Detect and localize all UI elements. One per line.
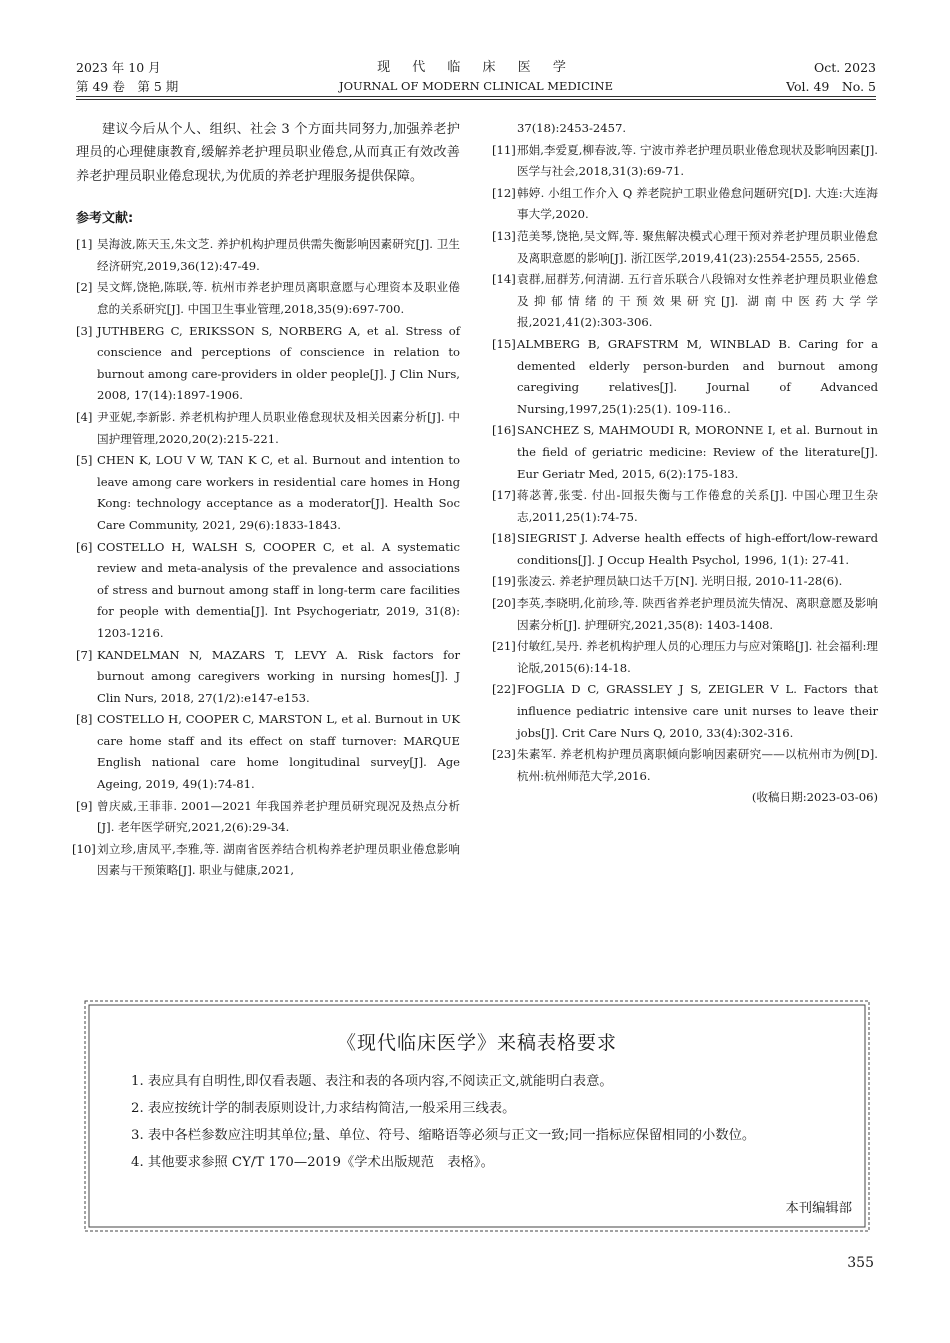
header-date-en: Oct. 2023 xyxy=(813,60,876,75)
reference-continuation: 37(18):2453-2457. xyxy=(517,121,627,135)
reference-item: [17] 蒋苾菁,张雯. 付出-回报失衡与工作倦怠的关系[J]. 中国心理卫生杂志,2011,25(1):74-75. xyxy=(492,488,878,524)
right-column xyxy=(492,118,878,809)
notice-box xyxy=(82,998,872,1234)
notice-signature: 本刊编辑部 xyxy=(785,1201,852,1216)
left-column xyxy=(72,118,460,882)
notice-item: 4. 其他要求参照 CY/T 170—2019《学术出版规范 表格》。 xyxy=(131,1155,494,1170)
notice-title: 《现代临床医学》来稿表格要求 xyxy=(336,1032,617,1054)
reference-item: [6] COSTELLO H, WALSH S, COOPER C, et al. A systematic review and meta-analysis of the prevalence and associations of stress and burnout among staff in long-term care facilities for people with dementia[J]. Int Psychogeriatr, 2019, 31(8): 1203-1216. xyxy=(76,539,460,640)
reference-item: [23] 朱素军. 养老机构护理员离职倾向影响因素研究——以杭州市为例[D]. 杭州:杭州师范大学,2016. xyxy=(492,747,878,783)
body-paragraph: 建议今后从个人、组织、社会 3 个方面共同努力,加强养老护理员的心理健康教育,缓解养老护理员职业倦怠,从而真正有效改善养老护理员职业倦怠现状,为优质的养老护理服务提供保障。 xyxy=(76,122,460,184)
notice-item: 2. 表应按统计学的制表原则设计,力求结构简洁,一般采用三线表。 xyxy=(131,1101,516,1116)
reference-item: [18] SIEGRIST J. Adverse health effects of high-effort/low-reward conditions[J]. J Occup Health Psychol, 1996, 1(1): 27-41. xyxy=(492,531,878,567)
received-date: (收稿日期:2023-03-06) xyxy=(751,790,878,805)
journal-title-cn: 现 代 临 床 医 学 xyxy=(377,60,575,75)
reference-item: [1] 吴海波,陈天玉,朱文芝. 养护机构护理员供需失衡影响因素研究[J]. 卫生经济研究,2019,36(12):47-49. xyxy=(76,237,460,273)
reference-item: [16] SANCHEZ S, MAHMOUDI R, MORONNE I, et al. Burnout in the field of geriatric medicine: Review of the literature[J]. Eur Geriatr Med, 2015, 6(2):175-183. xyxy=(492,423,878,481)
header-date-cn: 2023 年 10 月 xyxy=(76,60,161,75)
reference-item: [21] 付敏红,吴丹. 养老机构护理人员的心理压力与应对策略[J]. 社会福利:理论版,2015(6):14-18. xyxy=(492,639,878,675)
journal-title-en: JOURNAL OF MODERN CLINICAL MEDICINE xyxy=(338,79,614,93)
reference-item: [19] 张凌云. 养老护理员缺口达千万[N]. 光明日报, 2010-11-28(6). xyxy=(492,574,843,589)
reference-item: [3] JUTHBERG C, ERIKSSON S, NORBERG A, et al. Stress of conscience and perceptions of conscience in relation to burnout among care-providers in older people[J]. J Clin Nurs, 2008, 17(14):1897-1906. xyxy=(76,323,460,403)
header-right xyxy=(786,58,876,96)
header-issue-en: Vol. 49 No. 5 xyxy=(786,79,876,94)
notice-item: 3. 表中各栏参数应注明其单位;量、单位、符号、缩略语等必须与正文一致;同一指标应保留相同的小数位。 xyxy=(131,1128,756,1143)
reference-item: [15] ALMBERG B, GRAFSTRM M, WINBLAD B. Caring for a demented elderly person-burden and burnout among caregiving relatives[J]. Journal of Advanced Nursing,1997,25(1):25(1). 109-116.. xyxy=(492,336,878,416)
page-number: 355 xyxy=(847,1255,874,1271)
notice-item: 1. 表应具有自明性,即仅看表题、表注和表的各项内容,不阅读正文,就能明白表意。 xyxy=(131,1074,613,1089)
references-heading: 参考文献: xyxy=(76,211,134,227)
reference-item: [10] 刘立珍,唐凤平,李雅,等. 湖南省医养结合机构养老护理员职业倦怠影响因素与干预策略[J]. 职业与健康,2021, xyxy=(72,841,460,878)
reference-item: [4] 尹亚妮,李新影. 养老机构护理人员职业倦怠现状及相关因素分析[J]. 中国护理管理,2020,20(2):215-221. xyxy=(76,409,460,446)
reference-item: [9] 曾庆威,王菲菲. 2001—2021 年我国养老护理员研究现况及热点分析[J]. 老年医学研究,2021,2(6):29-34. xyxy=(76,798,460,835)
reference-item: [20] 李英,李晓明,化前珍,等. 陕西省养老护理员流失情况、离职意愿及影响因素分析[J]. 护理研究,2021,35(8): 1403-1408. xyxy=(492,596,878,632)
reference-item: [12] 韩婷. 小组工作介入 Q 养老院护工职业倦怠问题研究[D]. 大连:大连海事大学,2020. xyxy=(492,185,878,222)
reference-item: [13] 范美琴,饶艳,吴文辉,等. 聚焦解决模式心理干预对养老护理员职业倦怠及离职意愿的影响[J]. 浙江医学,2019,41(23):2554-2555, 2565. xyxy=(492,228,878,265)
header-center xyxy=(76,58,876,96)
reference-item: [8] COSTELLO H, COOPER C, MARSTON L, et al. Burnout in UK care home staff and its effect on staff turnover: MARQUE English national care home longitudinal survey[J]. Age Ageing, 2019, 49(1):74-81. xyxy=(76,712,460,792)
reference-item: [11] 邢娟,李爱夏,柳春波,等. 宁波市养老护理员职业倦怠现状及影响因素[J]. 医学与社会,2018,31(3):69-71. xyxy=(492,142,878,179)
reference-item: [22] FOGLIA D C, GRASSLEY J S, ZEIGLER V L. Factors that influence pediatric intensive care unit nurses to leave their jobs[J]. Crit Care Nurs Q, 2010, 33(4):302-316. xyxy=(492,682,878,740)
header-rule-2 xyxy=(76,99,876,100)
reference-item: [2] 吴文辉,饶艳,陈联,等. 杭州市养老护理员离职意愿与心理资本及职业倦怠的关系研究[J]. 中国卫生事业管理,2018,35(9):697-700. xyxy=(76,280,460,316)
reference-item: [5] CHEN K, LOU V W, TAN K C, et al. Burnout and intention to leave among care workers in residential care homes in Hong Kong: technology acceptance as a moderator[J]. Health Soc Care Community, 2021, 29(6):1833-1843. xyxy=(76,453,460,532)
notice-items xyxy=(98,1068,858,1176)
reference-item: [7] KANDELMAN N, MAZARS T, LEVY A. Risk factors for burnout among caregivers working in nursing homes[J]. J Clin Nurs, 2018, 27(1/2):e147-e153. xyxy=(76,647,460,705)
header-issue-cn: 第 49 卷 第 5 期 xyxy=(76,79,179,94)
header-rule xyxy=(76,96,876,97)
running-header xyxy=(76,58,876,96)
reference-item: [14] 袁群,屈群芳,何清湖. 五行音乐联合八段锦对女性养老护理员职业倦怠及抑郁情绪的干预效果研究[J]. 湖南中医药大学学报,2021,41(2):303-306. xyxy=(492,272,878,330)
